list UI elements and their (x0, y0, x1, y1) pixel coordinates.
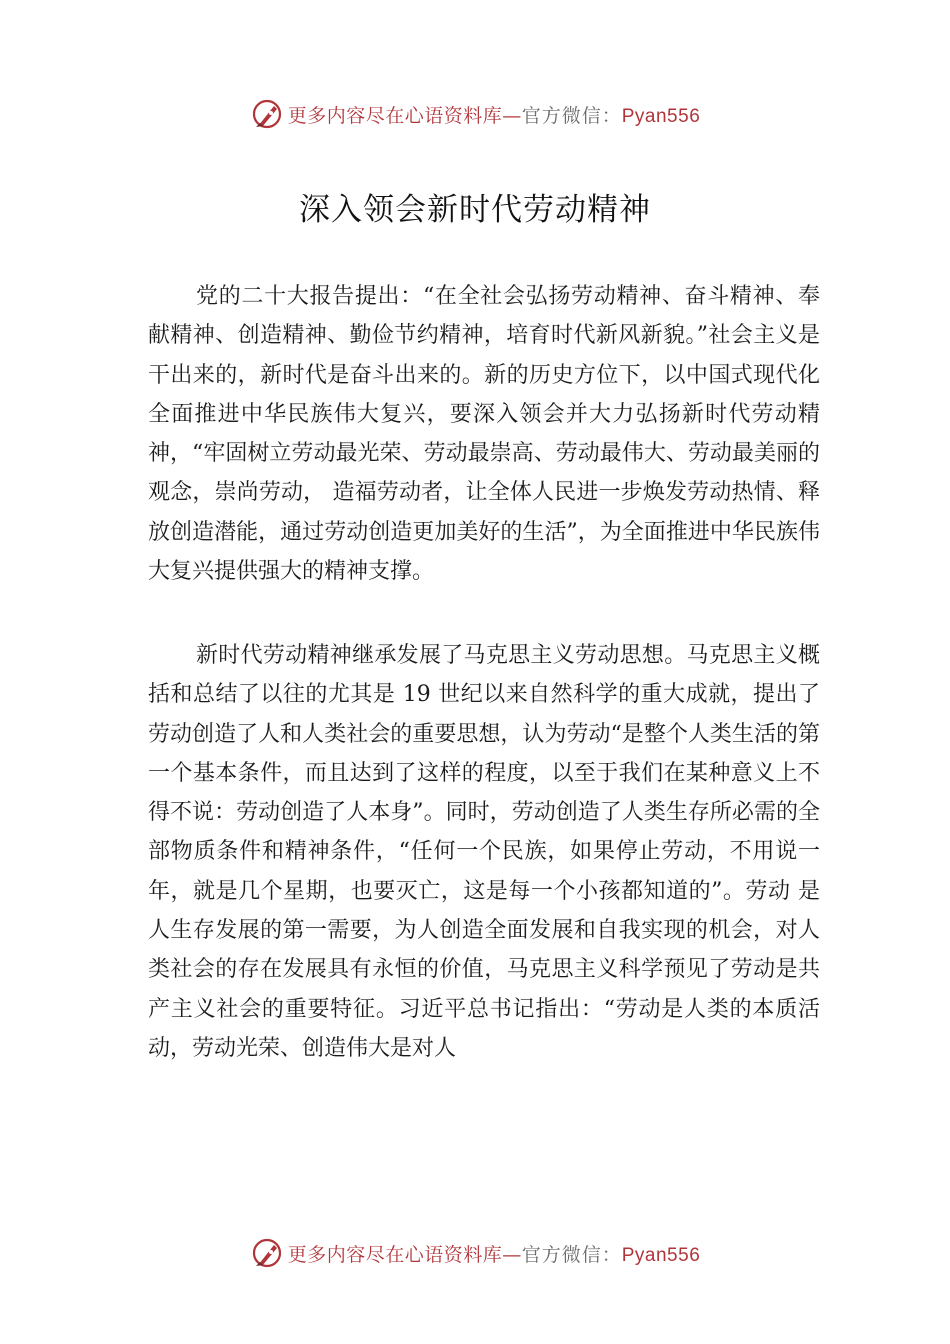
banner-dash: — (502, 104, 522, 127)
paragraph-2: 新时代劳动精神继承发展了马克思主义劳动思想。马克思主义概括和总结了以往的尤其是 19 世纪以来自然科学的重大成就，提出了劳动创造了人和人类社会的重要思想，认为劳动“是整个人类生活的第一个基本条件，而且达到了这样的程度，以至于我们在某种意义上不得不说：劳动创造了人本身”。同时，劳动创造了人类生存所必需的全部物质条件和精神条件，“任何一个民族，如果停止劳动，不用说一年，就是几个星期，也要灭亡，这是每一个小孩都知道的”。劳动 是人生存发展的第一需要，为人创造全面发展和自我实现的机会，对人类社会的存在发展具有永恒的价值，马克思主义科学预见了劳动是共产主义社会的重要特征。习近平总书记指出：“劳动是人类的本质活动，劳动光荣、创造伟大是对人 (148, 643, 820, 1061)
banner-dash: — (502, 1243, 522, 1266)
banner-account: Pyan556 (621, 105, 701, 127)
banner-main-text: 更多内容尽在心语资料库 (287, 1243, 503, 1266)
banner-official-label: 官方微信： (521, 104, 622, 127)
banner-official-label: 官方微信： (521, 1243, 622, 1266)
banner-main-text: 更多内容尽在心语资料库 (287, 104, 503, 127)
pen-nib-circle-logo-icon (250, 1236, 284, 1270)
footer-banner (0, 1233, 950, 1273)
pen-nib-circle-logo-icon (250, 97, 284, 131)
document-title: 深入领会新时代劳动精神 (299, 192, 651, 228)
paragraph-1: 党的二十大报告提出：“在全社会弘扬劳动精神、奋斗精神、奉献精神、创造精神、勤俭节约精神，培育时代新风新貌。”社会主义是干出来的，新时代是奋斗出来的。新的历史方位下，以中国式现代化全面推进中华民族伟大复兴，要深入领会并大力弘扬新时代劳动精神，“牢固树立劳动最光荣、劳动最崇高、劳动最伟大、劳动最美丽的观念，崇尚劳动， 造福劳动者，让全体人民进一步焕发劳动热情、释放创造潜能，通过劳动创造更加美好的生活”，为全面推进中华民族伟大复兴提供强大的精神支撑。 (148, 284, 820, 585)
header-banner (0, 94, 950, 134)
banner-account: Pyan556 (621, 1244, 701, 1266)
